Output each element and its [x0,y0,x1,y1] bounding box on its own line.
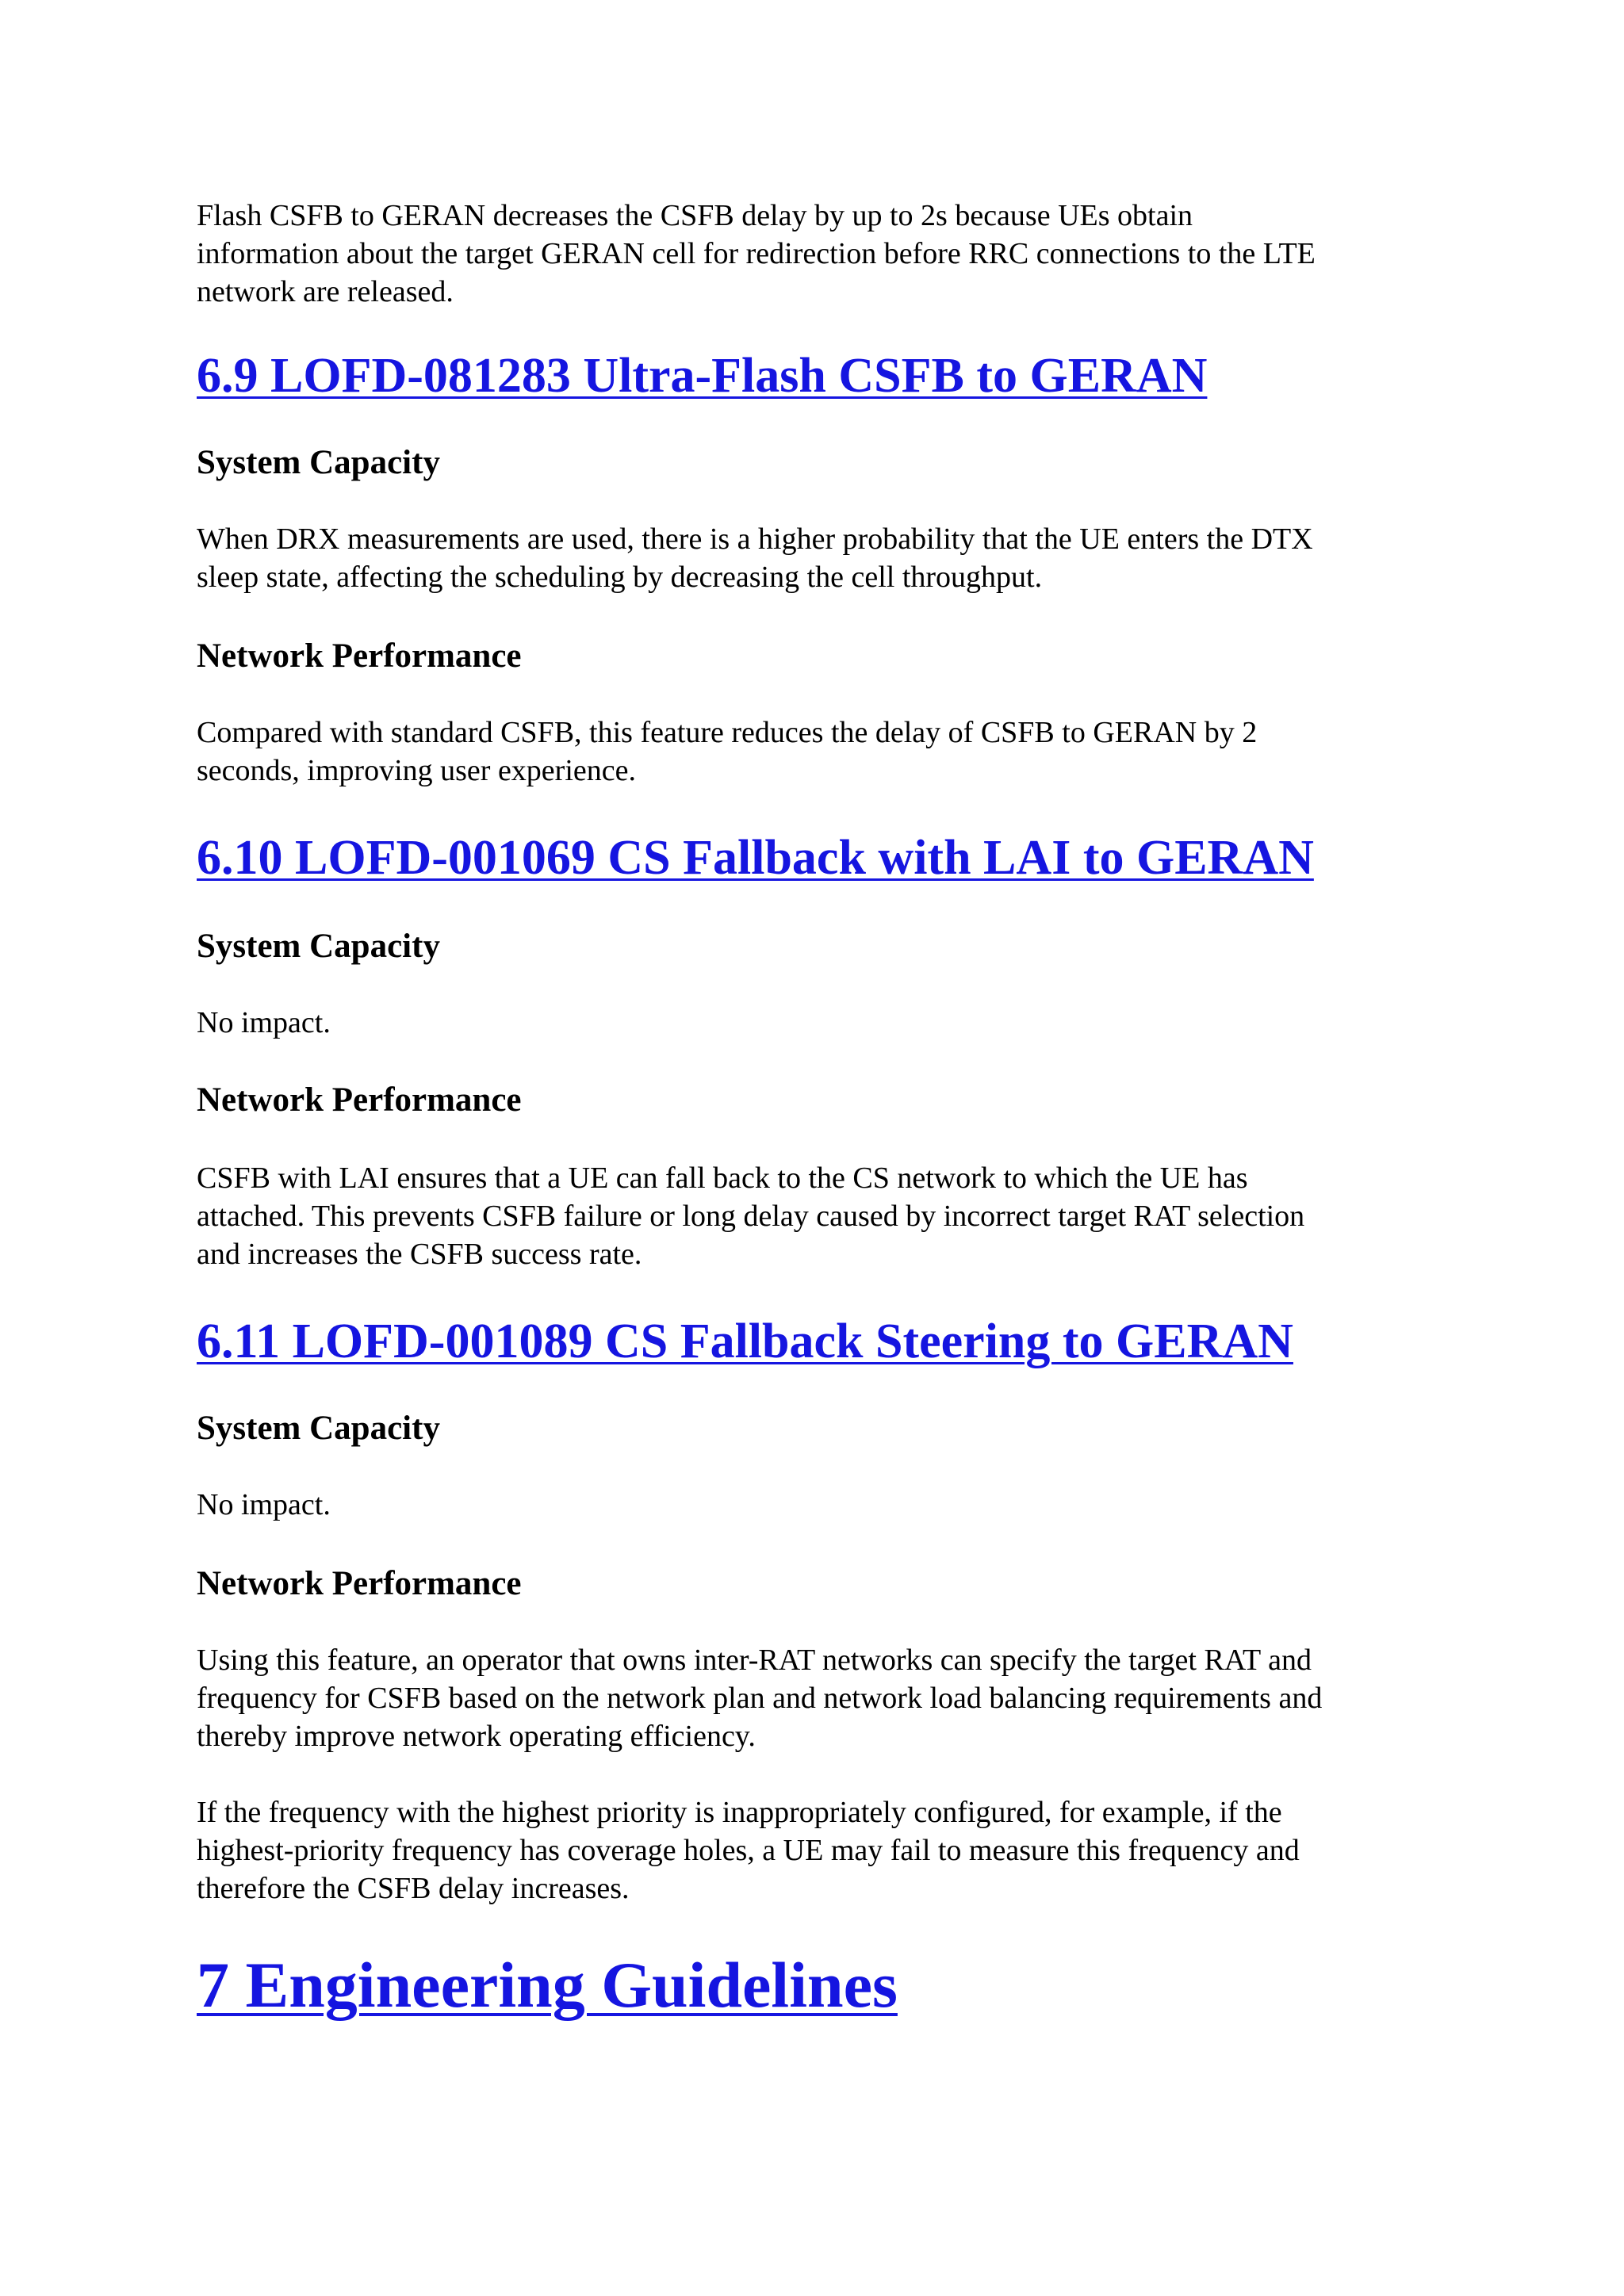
section-heading-6-9[interactable]: 6.9 LOFD-081283 Ultra-Flash CSFB to GERAN [197,349,1208,403]
network-performance-text: Compared with standard CSFB, this feature reduces the delay of CSFB to GERAN by 2 seconds, improving user experience. [197,716,1258,787]
network-performance-text: Using this feature, an operator that owns inter-RAT networks can specify the target RAT and frequency for CSFB based on the network plan and network load balancing requirements and thereby improve network operating efficiency. [197,1644,1323,1753]
system-capacity-text: No impact. [197,1488,331,1521]
system-capacity-heading: System Capacity [197,444,440,481]
network-performance-text: CSFB with LAI ensures that a UE can fall back to the CS network to which the UE has attached. This prevents CSFB failure or long delay caused by incorrect target RAT selection and increases the CSFB success rate. [197,1161,1305,1271]
network-performance-heading: Network Performance [197,1565,522,1602]
section-heading-6-11[interactable]: 6.11 LOFD-001089 CS Fallback Steering to GERAN [197,1314,1293,1368]
network-performance-heading: Network Performance [197,637,522,675]
chapter-heading-7[interactable]: 7 Engineering Guidelines [197,1949,898,2021]
system-capacity-text: No impact. [197,1006,331,1039]
network-performance-heading: Network Performance [197,1081,522,1119]
system-capacity-heading: System Capacity [197,928,440,965]
system-capacity-heading: System Capacity [197,1410,440,1447]
network-performance-text-2: If the frequency with the highest priority is inappropriately configured, for example, if the highest-priority frequency has coverage holes, a UE may fail to measure this frequency and therefore the CSFB delay increases. [197,1796,1300,1905]
system-capacity-text: When DRX measurements are used, there is a higher probability that the UE enters the DTX sleep state, affecting the scheduling by decreasing the cell throughput. [197,522,1313,594]
section-heading-6-10[interactable]: 6.10 LOFD-001069 CS Fallback with LAI to GERAN [197,831,1314,885]
intro-paragraph: Flash CSFB to GERAN decreases the CSFB delay by up to 2s because UEs obtain information about the target GERAN cell for redirection before RRC connections to the LTE network are released. [197,199,1316,308]
